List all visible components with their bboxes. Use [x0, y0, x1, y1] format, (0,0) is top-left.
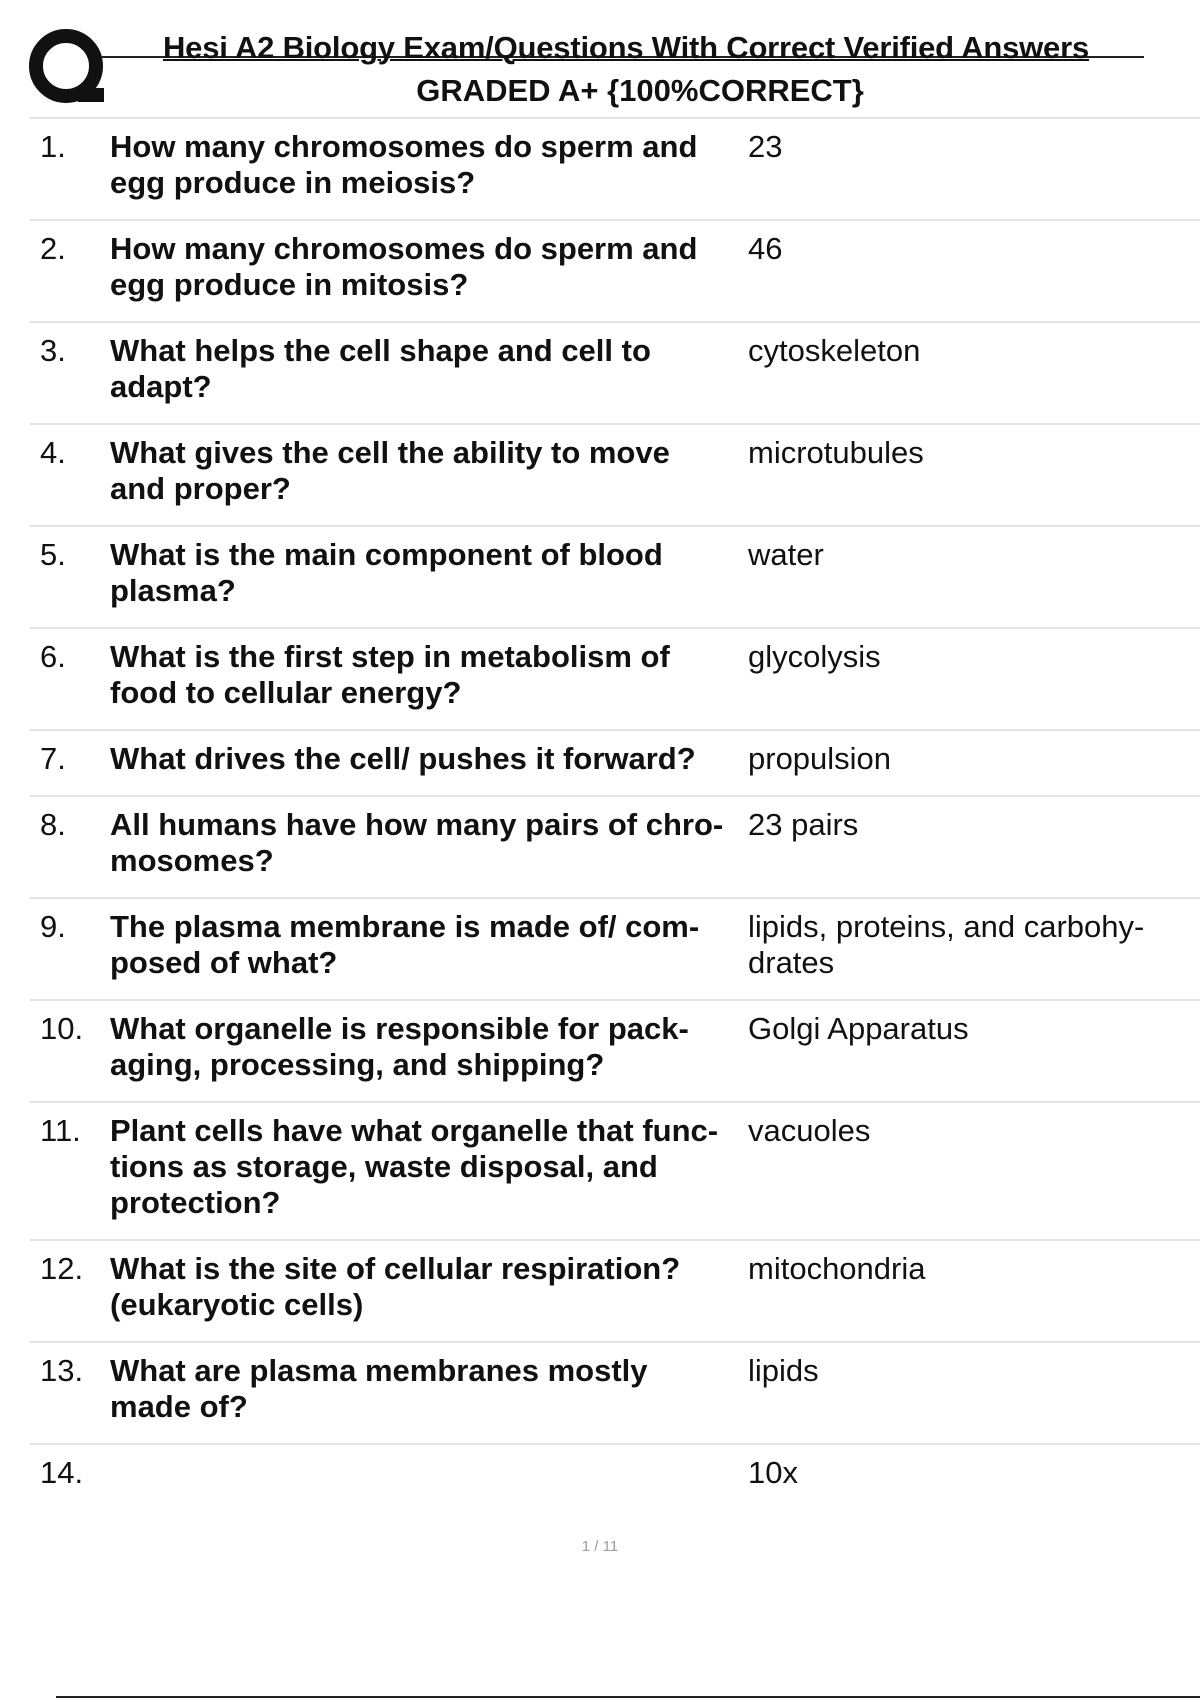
document-title: Hesi A2 Biology Exam/Questions With Correct Verified Answers: [163, 30, 1090, 65]
question-number: 4.: [40, 435, 66, 470]
qa-row: [30, 629, 1200, 731]
footer-divider: [56, 1696, 1200, 1698]
qa-row: [30, 1001, 1200, 1103]
question-number: 5.: [40, 537, 66, 572]
answer-text: microtubules: [748, 435, 924, 470]
question-text: What drives the cell/ pushes it forward?: [110, 741, 696, 776]
question-text: What helps the cell shape and cell to adapt?: [110, 333, 651, 404]
qa-row: [30, 425, 1200, 527]
question-answer-list: [30, 117, 1200, 1509]
qa-row: [30, 899, 1200, 1001]
question-text: How many chromosomes do sperm and egg produce in meiosis?: [110, 129, 698, 200]
answer-text: propulsion: [748, 741, 892, 776]
question-number: 1.: [40, 129, 66, 164]
qa-row: [30, 1241, 1200, 1343]
question-text: What is the first step in metabolism of food to cellular energy?: [110, 639, 670, 710]
qa-row: [30, 323, 1200, 425]
question-number: 6.: [40, 639, 66, 674]
question-number: 11.: [40, 1113, 81, 1148]
question-number: 9.: [40, 909, 66, 944]
answer-text: cytoskeleton: [748, 333, 921, 368]
qa-row: [30, 1445, 1200, 1509]
qa-row: [30, 731, 1200, 797]
question-text: What gives the cell the ability to move and proper?: [110, 435, 670, 506]
answer-text: lipids, proteins, and carbohy- drates: [748, 909, 1145, 980]
answer-text: glycolysis: [748, 639, 881, 674]
question-text: What is the site of cellular respiration? (eukaryotic cells): [110, 1251, 681, 1322]
qa-row: [30, 797, 1200, 899]
answer-text: 23: [748, 129, 783, 164]
answer-text: mitochondria: [748, 1251, 926, 1286]
answer-text: 46: [748, 231, 783, 266]
question-text: What are plasma membranes mostly made of?: [110, 1353, 648, 1424]
question-text: Plant cells have what organelle that func- tions as storage, waste disposal, and protection?: [110, 1113, 719, 1220]
qa-row: [30, 221, 1200, 323]
question-text: What is the main component of blood plasma?: [110, 537, 663, 608]
question-number: 3.: [40, 333, 66, 368]
question-number: 10.: [40, 1011, 84, 1046]
question-text: The plasma membrane is made of/ com- posed of what?: [110, 909, 700, 980]
qa-row: [30, 119, 1200, 221]
answer-text: Golgi Apparatus: [748, 1011, 969, 1046]
qa-row: [30, 527, 1200, 629]
answer-text: 23 pairs: [748, 807, 859, 842]
question-number: 7.: [40, 741, 66, 776]
qa-row: [30, 1343, 1200, 1445]
question-text: What organelle is responsible for pack- aging, processing, and shipping?: [110, 1011, 689, 1082]
answer-text: 10x: [748, 1455, 798, 1490]
question-number: 13.: [40, 1353, 84, 1388]
qa-row: [30, 1103, 1200, 1241]
question-number: 12.: [40, 1251, 84, 1286]
question-text: How many chromosomes do sperm and egg produce in mitosis?: [110, 231, 698, 302]
answer-text: lipids: [748, 1353, 819, 1388]
question-text: All humans have how many pairs of chro- mosomes?: [110, 807, 724, 878]
question-number: 8.: [40, 807, 66, 842]
document-subtitle: GRADED A+ {100%CORRECT}: [416, 73, 864, 108]
answer-text: vacuoles: [748, 1113, 871, 1148]
question-text: [110, 1455, 740, 1491]
question-number: 14.: [40, 1455, 84, 1490]
question-number: 2.: [40, 231, 66, 266]
answer-text: water: [748, 537, 824, 572]
page-indicator: 1 / 11: [581, 1538, 619, 1555]
